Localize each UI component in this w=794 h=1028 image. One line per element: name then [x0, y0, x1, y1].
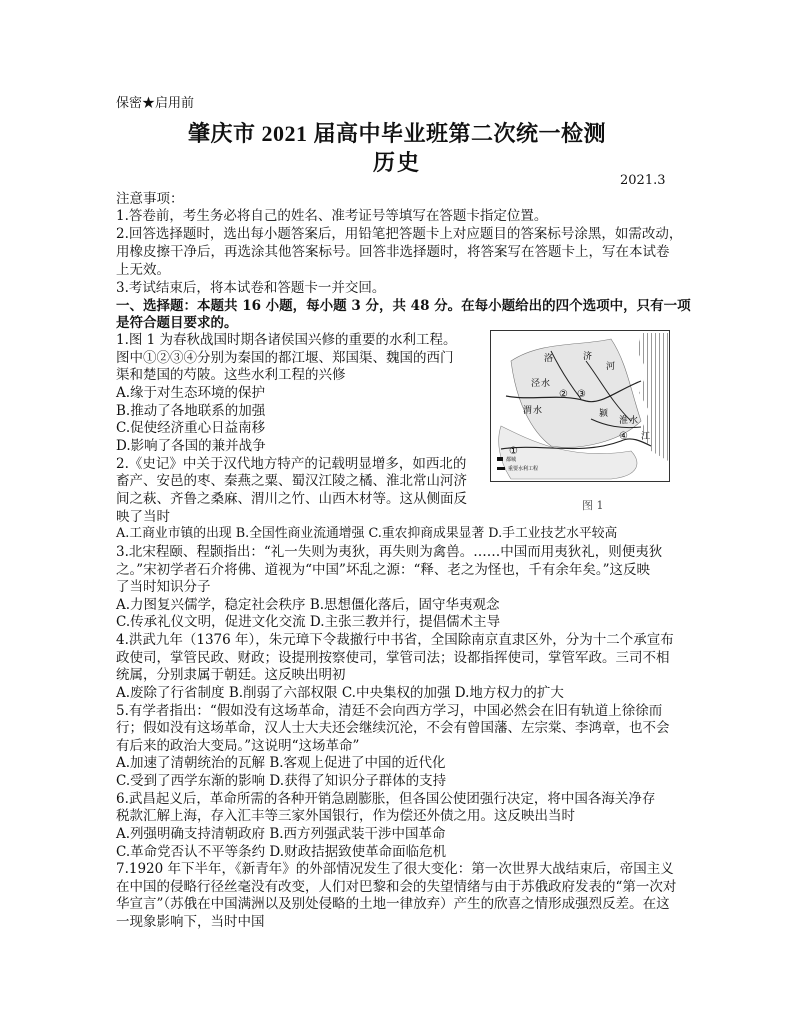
map-marker-1: ①: [509, 446, 518, 457]
question-line: 了当时知识分子: [116, 579, 211, 595]
question-line: 映了当时: [116, 509, 170, 525]
question-line: 税款汇解上海，存入汇丰等三家外国银行，作为偿还外债之用。这反映出当时: [116, 808, 575, 824]
option-line: A.废除了行省制度 B.削弱了六部权限 C.中央集权的加强 D.地方权力的扩大: [116, 685, 564, 701]
question-line: 4.洪武九年（1376 年），朱元璋下令裁撤行中书省，全国除南京直隶区外，分为十二个承宣布: [116, 632, 674, 648]
legend-capital-icon: [497, 457, 503, 461]
option-line: C.促使经济重心日益南移: [116, 420, 266, 436]
option-line: C.传承礼仪文明，促进文化交流 D.主张三教并行，提倡儒术主导: [116, 614, 501, 630]
question-line: 7.1920 年下半年，《新青年》的外部情况发生了很大变化：第一次世界大战结束后，帝国主义: [116, 861, 674, 877]
question-line: 间之萩、齐鲁之桑麻、渭川之竹、山西木材等。这从侧面反: [116, 491, 467, 507]
exam-date: 2021.3: [620, 173, 666, 188]
figure-caption: 图 1: [582, 499, 604, 512]
question-line: 一现象影响下，当时中国: [116, 914, 265, 930]
option-line: A.缘于对生态环境的保护: [116, 385, 266, 401]
notes-heading: 注意事项：: [116, 191, 184, 207]
question-line: 之。”宋初学者石介将佛、道视为“中国”坏乱之源：“释、老之为怪也，千有余年矣。”这反映: [116, 562, 651, 578]
map-label: 江: [641, 432, 651, 442]
map-label: 水: [629, 416, 639, 426]
question-line: 2.《史记》中关于汉代地方特产的记载明显增多，如西北的: [116, 456, 467, 472]
section-heading: 一、选择题：本题共 16 小题，每小题 3 分，共 48 分。在每小题给出的四个选项中，只有一项: [116, 298, 691, 314]
figure-1-map: [490, 330, 670, 482]
question-line: 在中国的侵略行径丝毫没有改变，人们对巴黎和会的失望情绪与由于苏俄政府发表的“第一次对: [116, 879, 677, 895]
map-label: 颍: [599, 409, 609, 419]
note-line: 1.答卷前，考生务必将自己的姓名、准考证号等填写在答题卡指定位置。: [116, 208, 548, 224]
option-line: B.推动了各地联系的加强: [116, 403, 266, 419]
note-line: 用橡皮擦干净后，再选涂其他答案标号。回答非选择题时，将答案写在答题卡上，写在本试卷: [116, 244, 670, 260]
note-line: 上无效。: [116, 262, 170, 278]
map-label: 渭: [523, 406, 533, 416]
map-label: 济: [583, 352, 593, 362]
map-label: 淮: [619, 416, 629, 426]
question-line: 3.北宋程颐、程颢指出：“礼一失则为夷狄，再失则为禽兽。……中国而用夷狄礼，则便夷狄: [116, 544, 663, 560]
map-marker-4: ④: [619, 431, 628, 442]
subject-title: 历史: [372, 150, 421, 175]
legend-project-icon: [497, 467, 505, 470]
note-line: 3.考试结束后，将本试卷和答题卡一并交回。: [116, 280, 386, 296]
legend-project: 重要水利工程: [508, 466, 539, 472]
question-line: 畜产、安邑的枣、秦燕之粟、蜀汉江陵之橘、淮北常山河济: [116, 473, 467, 489]
question-line: 5.有学者指出：“假如没有这场革命，清廷不会向西方学习，中国必然会在旧有轨道上徐徐而: [116, 703, 663, 719]
question-line: 华宣言”（苏俄在中国满洲以及别处侵略的土地一律放弃）产生的欣喜之情形成强烈反差。在这: [116, 896, 670, 912]
note-line: 2.回答选择题时，选出每小题答案后，用铅笔把答题卡上对应题目的答案标号涂黑，如需改动，: [116, 226, 683, 242]
question-line: 图中①②③④分别为秦国的都江堰、郑国渠、魏国的西门: [116, 350, 454, 366]
map-label: 水: [533, 406, 543, 416]
map-drawing: [491, 331, 669, 481]
question-line: 渠和楚国的芍陂。这些水利工程的兴修: [116, 367, 346, 383]
map-label: 河: [606, 362, 616, 372]
legend-capital: 都城: [506, 457, 517, 463]
map-marker-3: ③: [577, 389, 586, 400]
question-line: 统属，分别隶属于朝廷。这反映出明初: [116, 667, 346, 683]
map-label: 泾: [531, 379, 541, 389]
map-label: 洛: [544, 354, 554, 364]
option-line: A.加速了清朝统治的瓦解 B.客观上促进了中国的近代化: [116, 755, 446, 771]
map-label: 水: [541, 379, 551, 389]
exam-title: 肇庆市 2021 届高中毕业班第二次统一检测: [187, 121, 606, 146]
section-heading: 是符合题目要求的。: [116, 315, 238, 331]
option-line: A.力图复兴儒学，稳定社会秩序 B.思想僵化落后，固守华夷观念: [116, 597, 500, 613]
question-line: 有后来的政治大变局。”这说明“这场革命”: [116, 738, 360, 754]
confidential-label: 保密★启用前: [116, 96, 195, 111]
option-line: D.影响了各国的兼并战争: [116, 438, 266, 454]
option-line: A.工商业市镇的出现 B.全国性商业流通增强 C.重农抑商成果显著 D.手工业技艺水平较高: [116, 526, 618, 541]
map-marker-2: ②: [559, 389, 568, 400]
question-line: 6.武昌起义后，革命所需的各种开销急剧膨胀，但各国公使团强行决定，将中国各海关净存: [116, 791, 656, 807]
option-line: A.列强明确支持清朝政府 B.西方列强武装干涉中国革命: [116, 826, 446, 842]
option-line: C.受到了西学东渐的影响 D.获得了知识分子群体的支持: [116, 773, 447, 789]
question-line: 1.图 1 为春秋战国时期各诸侯国兴修的重要的水利工程。: [116, 332, 457, 348]
question-line: 政使司，掌管民政、财政；设提刑按察使司，掌管司法；设都指挥使司，掌管军政。三司不相: [116, 650, 670, 666]
question-line: 行；假如没有这场革命，汉人士大夫还会继续沉沦，不会有曾国藩、左宗棠、李鸿章，也不会: [116, 720, 670, 736]
option-line: C.革命党否认不平等条约 D.财政拮据致使革命面临危机: [116, 844, 447, 860]
